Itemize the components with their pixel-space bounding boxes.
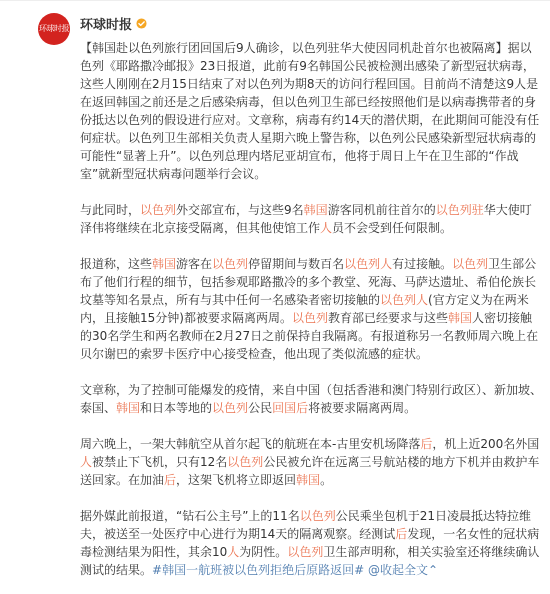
post-text bbox=[80, 39, 542, 579]
keyword-highlight: 韩国 bbox=[116, 401, 141, 415]
text-run: 被禁止下飞机，只有12名 bbox=[92, 455, 228, 469]
text-run: 和日本等地的 bbox=[140, 401, 213, 415]
text-run: 文章称，为了控制可能爆发的疫情，来自中国（包括香港和澳门特别行政区）、新加坡、泰国、 bbox=[80, 383, 543, 415]
text-run: 将被要求隔离两周。 bbox=[308, 401, 417, 415]
keyword-highlight: 以色列 bbox=[227, 455, 264, 469]
text-run: 有过接触。 bbox=[392, 257, 453, 271]
text-run: 与此同时， bbox=[80, 203, 141, 217]
text-run: 游客在 bbox=[176, 257, 213, 271]
hashtag-link[interactable]: #韩国一航班被以色列拒绝后原路返回# bbox=[152, 563, 365, 577]
keyword-highlight: 回国 bbox=[272, 401, 297, 415]
keyword-highlight: 人 bbox=[320, 221, 333, 235]
collapse-text-link[interactable]: 收起全文 bbox=[379, 563, 428, 577]
keyword-highlight: 以色列 bbox=[291, 311, 328, 325]
keyword-highlight: 以色列 bbox=[435, 203, 472, 217]
text-run: 发现，一名女性的冠状病毒检测结果为阳性，其余10 bbox=[80, 527, 540, 559]
text-run: 据外媒此前报道，“钻石公主号”上的11名 bbox=[80, 509, 300, 523]
text-run: 卫生部公布了他们行程的细节，包括参观耶路撒冷的多个教堂、死海、马萨达遗址、希伯伦族长坟墓等知名景点，所有与其中任何一名感染者密切接触的 bbox=[80, 257, 537, 307]
keyword-highlight: 后 bbox=[395, 527, 408, 541]
text-run: 游客同机前往首尔的 bbox=[327, 203, 436, 217]
verified-badge-icon bbox=[136, 18, 147, 29]
text-run: 停留期间与数百名 bbox=[248, 257, 345, 271]
text-run: 教育部已经要求与这些 bbox=[327, 311, 448, 325]
paragraph-6 bbox=[80, 507, 542, 579]
text-run: (官方定义为在两米内，且接触15分钟)都被要求隔离两周。 bbox=[80, 293, 529, 325]
keyword-highlight: 以色列 bbox=[452, 257, 489, 271]
keyword-highlight: 人 bbox=[80, 455, 93, 469]
keyword-highlight: 驻 bbox=[471, 203, 484, 217]
paragraph-2 bbox=[80, 201, 542, 237]
text-run: 人密切接触的30名学生和两名教师在2月27日之前保持自我隔离。有报道称另一名教师周六晚上在贝尔谢巴的索罗卡医疗中心接受检查，他出现了类似流感的症状。 bbox=[80, 311, 539, 361]
keyword-highlight: 韩国 bbox=[303, 203, 328, 217]
keyword-highlight: 后 bbox=[296, 401, 309, 415]
text-run: ，这架飞机将立即返回 bbox=[176, 473, 297, 487]
keyword-highlight: 以色列人 bbox=[344, 257, 393, 271]
text-run: 。 bbox=[320, 473, 333, 487]
text-run: 公民 bbox=[248, 401, 273, 415]
paragraph-1 bbox=[80, 39, 542, 183]
keyword-highlight: 人 bbox=[227, 545, 240, 559]
keyword-highlight: 以色列 bbox=[287, 545, 324, 559]
text-run: 周六晚上，一架大韩航空从首尔起飞的航班在本-古里安机场降落 bbox=[80, 437, 421, 451]
keyword-highlight: 以色列 bbox=[212, 257, 249, 271]
keyword-highlight: 以色列 bbox=[140, 203, 177, 217]
paragraph-5 bbox=[80, 435, 542, 489]
text-run: 华大使叮泽伟将继续在北京接受隔离，但其他使馆工作 bbox=[80, 203, 532, 235]
keyword-highlight: 后 bbox=[420, 437, 433, 451]
text-run: ，机上近200名外国 bbox=[432, 437, 540, 451]
keyword-highlight: 韩国 bbox=[152, 257, 177, 271]
keyword-highlight: 韩国 bbox=[447, 311, 472, 325]
text-run: 员不会受到任何限制。 bbox=[332, 221, 453, 235]
hashtag-link[interactable]: @ bbox=[367, 563, 380, 577]
collapse-arrow-icon[interactable]: ⌃ bbox=[427, 563, 439, 577]
keyword-highlight: 后 bbox=[164, 473, 177, 487]
keyword-highlight: 韩国 bbox=[296, 473, 321, 487]
text-run: 报道称，这些 bbox=[80, 257, 153, 271]
keyword-highlight: 以色列 bbox=[299, 509, 336, 523]
keyword-highlight: 以色列人 bbox=[380, 293, 429, 307]
account-name-row bbox=[80, 14, 147, 33]
text-run: 卫生部声明称，相关实验室还将继续确认测试的结果。 bbox=[80, 545, 540, 577]
paragraph-4 bbox=[80, 381, 542, 417]
account-name[interactable]: 环球时报 bbox=[80, 18, 133, 33]
text-run: 公民被允许在远离三号航站楼的地方下机并由救护车送回家。在加油 bbox=[80, 455, 540, 487]
text-run: 外交部宣布，与这些9名 bbox=[176, 203, 304, 217]
paragraph-3 bbox=[80, 255, 542, 363]
text-run: 【韩国赴以色列旅行团回国后9人确诊，以色列驻华大使因同机赴首尔也被隔离】据以色列《耶路撒冷邮报》23日报道，此前有9名韩国公民被检测出感染了新型冠状病毒，这些人刚刚在2月15日结束了对以色列为期8天的访问行程回国。目前尚不清楚这9人是在返回韩国之前还是之后感染病毒，但以色列卫生部已经按照他们是以病毒携带者的身份抵达以色列的假设进行应对。文章称，病毒有约14天的潜伏期，在此期间可能没有任何症状。以色列卫生部相关负责人星期六晚上警告称，以色列公民感染新型冠状病毒的可能性“显著上升”。以色列总理内塔尼亚胡宣布，他将于周日上午在卫生部的“作战室”就新型冠状病毒问题举行会议。 bbox=[80, 41, 540, 181]
avatar[interactable]: 环球时报 bbox=[38, 13, 70, 45]
keyword-highlight: 以色列 bbox=[212, 401, 249, 415]
text-run: 公民乘坐包机于21日凌晨抵达特拉维夫，被送至一处医疗中心进行为期14天的隔离观察。经测试 bbox=[80, 509, 532, 541]
text-run: 为阴性。 bbox=[239, 545, 288, 559]
